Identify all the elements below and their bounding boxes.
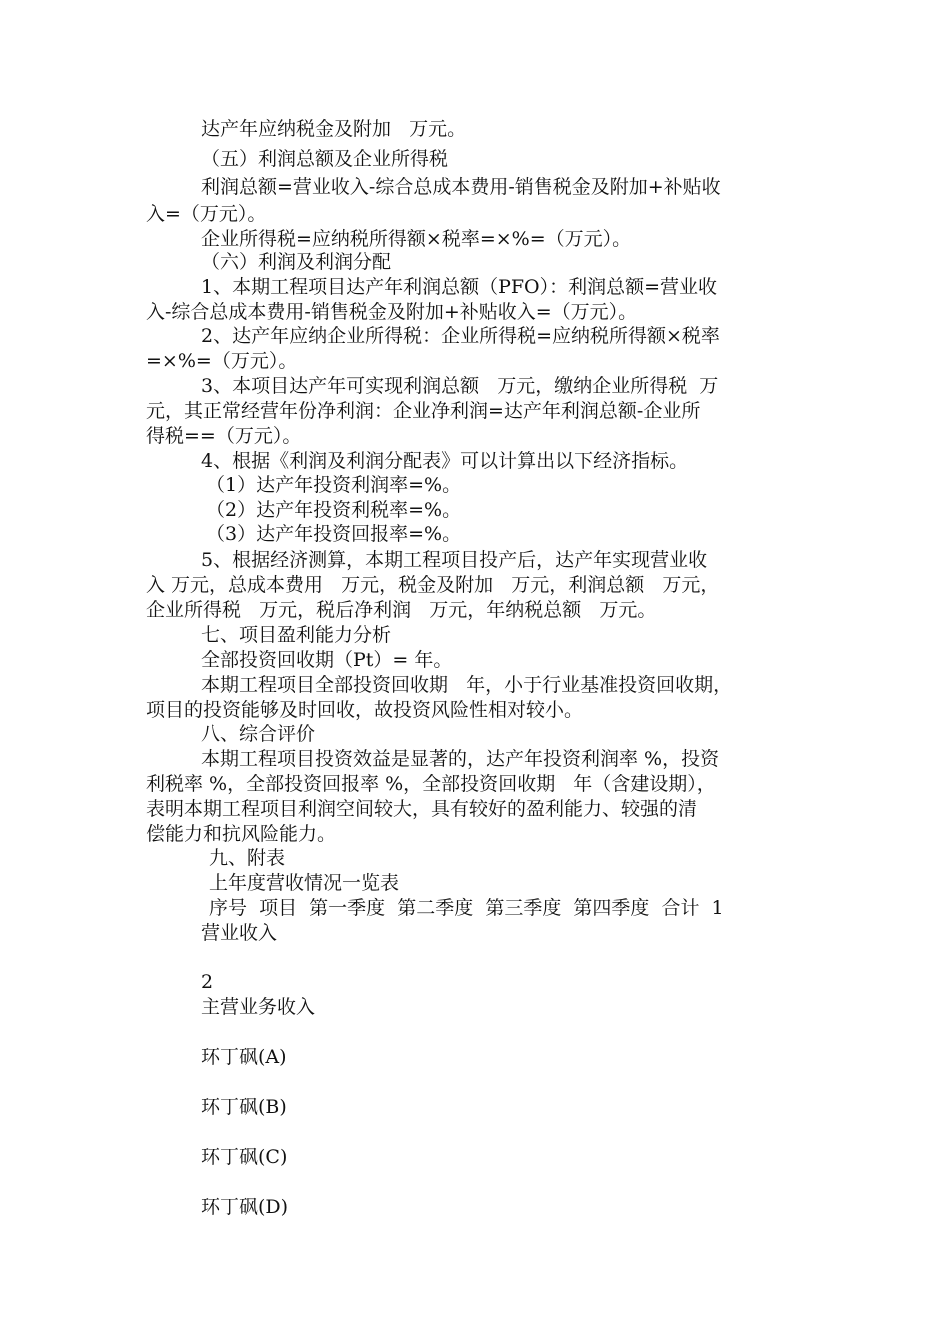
text-line: 入 万元，总成本费用 万元，税金及附加 万元，利润总额 万元， [146,574,720,596]
text-line: 入=（万元）。 [146,203,267,225]
text-line: 3、本项目达产年可实现利润总额 万元，缴纳企业所得税 万 [201,375,719,397]
text-line: 5、根据经济测算，本期工程项目投产后，达产年实现营业收 [201,549,708,571]
text-line: 达产年应纳税金及附加 万元。 [201,118,467,140]
table-cell: 环丁砜(A) [201,1046,287,1068]
table-header-row: 序号 项目 第一季度 第二季度 第三季度 第四季度 合计 1 [209,897,724,919]
section-heading: 七、项目盈利能力分析 [201,624,392,646]
section-heading: 八、综合评价 [201,723,316,745]
text-line: 项目的投资能够及时回收，故投资风险性相对较小。 [146,699,584,721]
list-item: （3）达产年投资回报率=%。 [206,523,462,545]
section-heading: 九、附表 [209,847,286,869]
table-cell: 环丁砜(D) [201,1196,289,1218]
text-line: 1、本期工程项目达产年利润总额（PFO）：利润总额=营业收 [201,276,718,298]
text-line: 2、达产年应纳企业所得税：企业所得税=应纳税所得额×税率 [201,325,720,347]
text-line: 企业所得税=应纳税所得额×税率=×%=（万元）。 [201,228,632,250]
table-cell: 营业收入 [201,922,278,944]
table-cell: 主营业务收入 [201,996,316,1018]
table-title: 上年度营收情况一览表 [209,872,400,894]
table-cell: 环丁砜(C) [201,1146,288,1168]
text-line: 偿能力和抗风险能力。 [146,823,337,845]
text-line: 企业所得税 万元，税后净利润 万元，年纳税总额 万元。 [146,599,657,621]
text-line: =×%=（万元）。 [146,350,298,372]
list-item: （1）达产年投资利润率=%。 [206,474,462,496]
text-line: 4、根据《利润及利润分配表》可以计算出以下经济指标。 [201,450,689,472]
text-line: 得税==（万元）。 [146,425,302,447]
text-line: 全部投资回收期（Pt）= 年。 [201,649,453,671]
section-heading: （五）利润总额及企业所得税 [201,148,449,170]
text-line: 本期工程项目投资效益是显著的，达产年投资利润率 %，投资 [201,748,720,770]
table-cell: 2 [201,971,214,993]
list-item: （2）达产年投资利税率=%。 [206,499,462,521]
text-line: 表明本期工程项目利润空间较大，具有较好的盈利能力、较强的清 [146,798,698,820]
text-line: 利润总额=营业收入-综合总成本费用-销售税金及附加+补贴收 [201,176,721,198]
table-cell: 环丁砜(B) [201,1096,287,1118]
text-line: 利税率 %，全部投资回报率 %，全部投资回收期 年（含建设期）， [146,773,716,795]
text-line: 元，其正常经营年份净利润：企业净利润=达产年利润总额-企业所 [146,400,701,422]
section-heading: （六）利润及利润分配 [201,251,392,273]
text-line: 本期工程项目全部投资回收期 年，小于行业基准投资回收期， [201,674,733,696]
text-line: 入-综合总成本费用-销售税金及附加+补贴收入=（万元）。 [146,301,638,323]
